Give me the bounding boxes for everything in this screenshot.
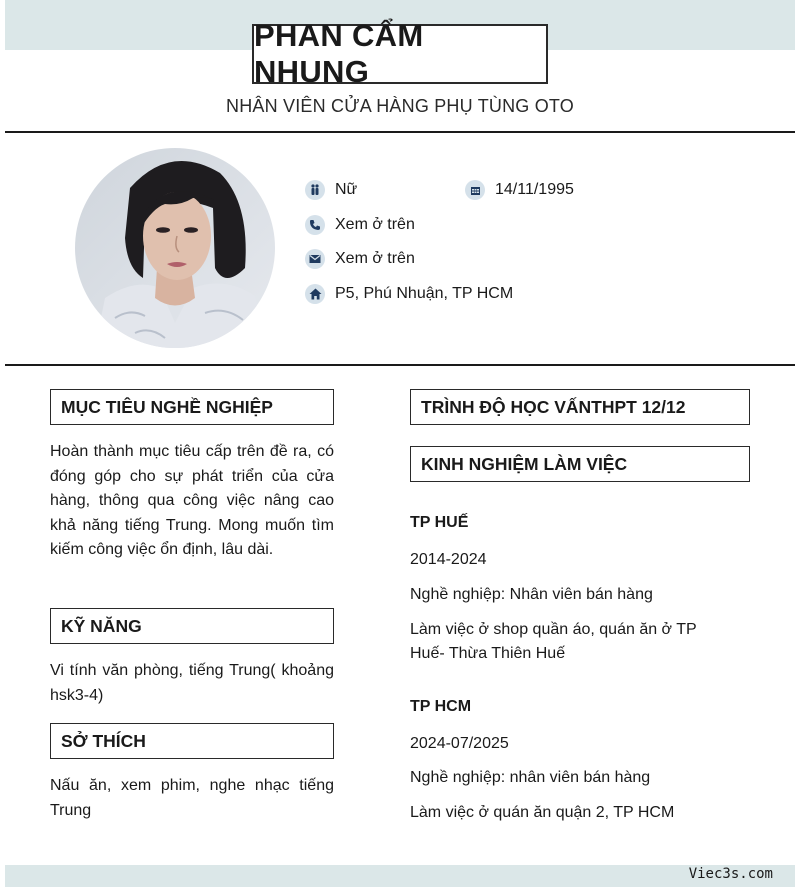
job-1-role: Nghề nghiệp: Nhân viên bán hàng — [410, 586, 653, 603]
email-item: Xem ở trên — [305, 249, 415, 269]
job-2-period: 2024-07/2025 — [410, 735, 509, 752]
job-1-place: TP HUẾ — [410, 514, 469, 531]
experience-heading: KINH NGHIỆM LÀM VIỆC — [410, 446, 750, 482]
objective-heading: MỤC TIÊU NGHỀ NGHIỆP — [50, 389, 334, 425]
hobbies-heading: SỞ THÍCH — [50, 723, 334, 759]
address-item: P5, Phú Nhuận, TP HCM — [305, 284, 513, 304]
email-icon — [305, 249, 325, 269]
phone-item: Xem ở trên — [305, 215, 415, 235]
avatar-photo — [75, 148, 275, 348]
gender-item: Nữ — [305, 180, 357, 200]
birthday-item: 14/11/1995 — [465, 180, 574, 200]
job-1-desc: Làm việc ở shop quần áo, quán ăn ở TP Huế- Thừa Thiên Huế — [410, 621, 697, 662]
phone-icon — [305, 215, 325, 235]
name-box — [252, 18, 548, 89]
footer-brand: Viec3s.com — [688, 866, 773, 882]
profile-divider — [5, 364, 795, 366]
education-heading: TRÌNH ĐỘ HỌC VẤNTHPT 12/12 — [410, 389, 750, 425]
skills-text: Vi tính văn phòng, tiếng Trung( khoảng hsk3-4) — [50, 662, 334, 704]
candidate-name: PHAN CẨM NHUNG — [254, 18, 424, 89]
gender-icon — [305, 180, 325, 200]
job-1-period: 2014-2024 — [410, 551, 487, 568]
job-2-desc: Làm việc ở quán ăn quận 2, TP HCM — [410, 804, 675, 821]
job-2-place: TP HCM — [410, 698, 472, 715]
footer-band — [5, 865, 795, 887]
job-2-role: Nghề nghiệp: nhân viên bán hàng — [410, 769, 651, 786]
objective-text: Hoàn thành mục tiêu cấp trên đề ra, có đóng góp cho sự phát triển của cửa hàng, thông qua công việc nâng cao khả năng tiếng Trung. Mong muốn tìm kiếm công việc ổn định, lâu dài. — [50, 443, 334, 559]
header-divider — [5, 131, 795, 133]
home-icon — [305, 284, 325, 304]
hobbies-text: Nấu ăn, xem phim, nghe nhạc tiếng Trung — [50, 777, 334, 819]
calendar-icon — [465, 180, 485, 200]
skills-heading: KỸ NĂNG — [50, 608, 334, 644]
job-title: NHÂN VIÊN CỬA HÀNG PHỤ TÙNG OTO — [226, 96, 574, 116]
